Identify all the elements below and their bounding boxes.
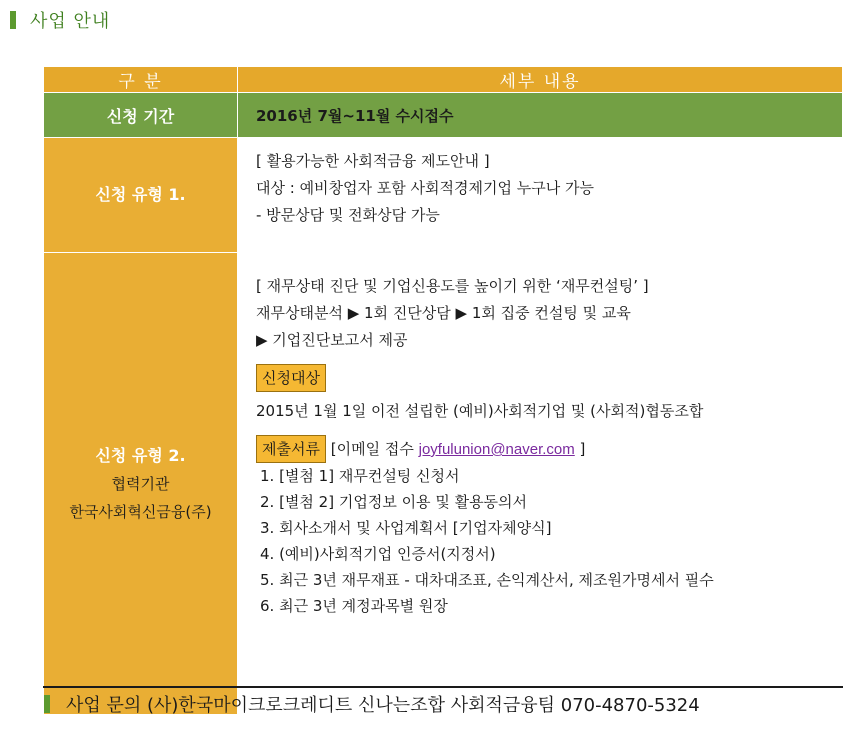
list-item: 2. [별첨 2] 기업정보 이용 및 활용동의서: [260, 493, 528, 511]
type2-label-cell: [44, 253, 238, 715]
list-item: 5. 최근 3년 재무재표 - 대차대조표, 손익계산서, 제조원가명세서 필수: [260, 571, 714, 589]
business-info-table: [43, 66, 843, 715]
consulting-heading: [ 재무상태 진단 및 기업신용도를 높이기 위한 ‘재무컨설팅’ ]: [256, 277, 649, 295]
partner-label: 협력기관: [111, 474, 170, 493]
table-header-row: [44, 67, 843, 93]
list-item: 1. [별첨 1] 재무컨설팅 신청서: [260, 467, 460, 485]
documents-list: [256, 463, 841, 619]
type1-details: [238, 138, 843, 253]
docs-badge: 제출서류: [256, 435, 326, 463]
type2-label: 신청 유형 2.: [95, 445, 186, 465]
docs-prefix: [이메일 접수: [330, 440, 414, 458]
list-item: 6. 최근 3년 계정과목별 원장: [260, 597, 448, 615]
header-category: 구 분: [44, 67, 238, 93]
docs-line: [256, 435, 841, 463]
header-details: 세부 내용: [238, 67, 843, 93]
type1-line: 대상 : 예비창업자 포함 사회적경제기업 누구나 가능: [256, 179, 594, 197]
period-label: 신청 기간: [44, 93, 238, 138]
section-title: [10, 6, 110, 34]
section-title-text: 사업 안내: [30, 11, 111, 32]
type1-line: - 방문상담 및 전화상담 가능: [256, 206, 440, 224]
email-link[interactable]: joyfulunion@naver.com: [418, 441, 575, 458]
type1-row: [44, 138, 843, 253]
list-item: 4. (예비)사회적기업 인증서(지정서): [260, 545, 496, 563]
list-item: 3. 회사소개서 및 사업계획서 [기업자체양식]: [260, 519, 552, 537]
target-badge: 신청대상: [256, 364, 326, 392]
process-flow-line: 재무상태분석 ▶ 1회 진단상담 ▶ 1회 집중 컨설팅 및 교육: [256, 304, 631, 322]
partner-name: 한국사회혁신금융(주): [69, 502, 212, 521]
period-row: [44, 93, 843, 138]
period-value: 2016년 7월~11월 수시접수: [238, 93, 843, 138]
type1-line: [ 활용가능한 사회적금융 제도안내 ]: [256, 152, 490, 170]
type1-label: 신청 유형 1.: [44, 138, 238, 253]
target-text: 2015년 1월 1일 이전 설립한 (예비)사회적기업 및 (사회적)협동조합: [256, 402, 704, 420]
contact-line: [44, 690, 700, 718]
contact-bar-icon: [44, 695, 50, 713]
section-bar-icon: [10, 11, 16, 29]
contact-text: 사업 문의 (사)한국마이크로크레디트 신나는조합 사회적금융팀 070-4870-5324: [66, 695, 700, 716]
type2-row: [44, 253, 843, 715]
process-flow-line: ▶ 기업진단보고서 제공: [256, 331, 408, 349]
docs-suffix: ]: [579, 440, 586, 458]
type2-details: [238, 253, 843, 715]
table-bottom-divider: [43, 686, 843, 688]
